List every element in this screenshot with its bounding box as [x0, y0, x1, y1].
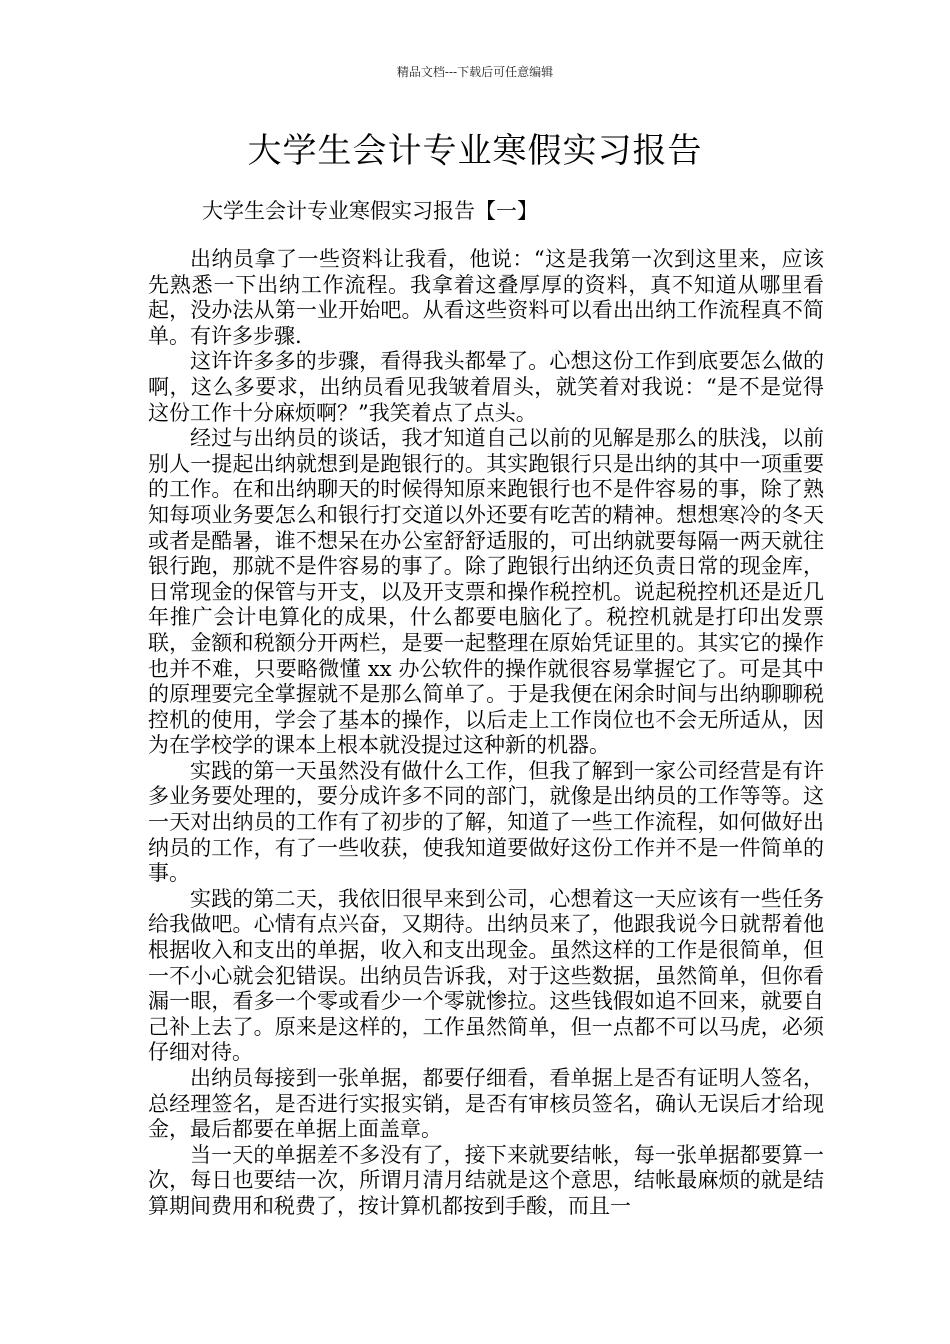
- page-title: 大学生会计专业寒假实习报告: [247, 131, 703, 171]
- paragraph: 实践的第二天，我依旧很早来到公司，心想着这一天应该有一些任务给我做吧。心情有点兴奋，又期待。出纳员来了，他跟我说今日就帮着他根据收入和支出的单据，收入和支出现金。虽然这样的工作是很简单，但一不小心就会犯错误。出纳员告诉我，对于这些数据，虽然简单，但你看漏一眼，看多一个零或看少一个零就惨拉。这些钱假如追不回来，就要自己补上去了。原来是这样的，工作虽然简单，但一点都不可以马虎，必须仔细对待。: [148, 886, 824, 1065]
- paragraph: 这许许多多的步骤，看得我头都晕了。心想这份工作到底要怎么做的啊，这么多要求，出纳员看见我皱着眉头，就笑着对我说：“是不是觉得这份工作十分麻烦啊？”我笑着点了点头。: [148, 349, 824, 425]
- paragraph: 出纳员拿了一些资料让我看，他说：“这是我第一次到这里来，应该先熟悉一下出纳工作流程。我拿着这叠厚厚的资料，真不知道从哪里看起，没办法从第一业开始吧。从看这些资料可以看出出纳工作流程真不简单。有许多步骤.: [148, 247, 824, 348]
- header-note: 精品文档---下载后可任意编辑: [396, 65, 554, 79]
- paragraph: 出纳员每接到一张单据，都要仔细看，看单据上是否有证明人签名，总经理签名，是否进行实报实销，是否有审核员签名，确认无误后才给现金，最后都要在单据上面盖章。: [148, 1066, 824, 1142]
- section-title: 大学生会计专业寒假实习报告【一】: [202, 199, 538, 223]
- body-text: [148, 247, 824, 1220]
- paragraph: 实践的第一天虽然没有做什么工作，但我了解到一家公司经营是有许多业务要处理的，要分成许多不同的部门，就像是出纳员的工作等等。这一天对出纳员的工作有了初步的了解，知道了一些工作流程，如何做好出纳员的工作，有了一些收获，使我知道要做好这份工作并不是一件简单的事。: [148, 758, 824, 886]
- paragraph: 经过与出纳员的谈话，我才知道自己以前的见解是那么的肤浅，以前别人一提起出纳就想到是跑银行的。其实跑银行只是出纳的其中一项重要的工作。在和出纳聊天的时候得知原来跑银行也不是件容易的事，除了熟知每项业务要怎么和银行打交道以外还要有吃苦的精神。想想寒冷的冬天或者是酷暑，谁不想呆在办公室舒舒适服的，可出纳就要每隔一两天就往银行跑，那就不是件容易的事了。除了跑银行出纳还负责日常的现金库，日常现金的保管与开支，以及开支票和操作税控机。说起税控机还是近几年推广会计电算化的成果，什么都要电脑化了。税控机就是打印出发票联，金额和税额分开两栏，是要一起整理在原始凭证里的。其实它的操作也并不难，只要略微懂 xx 办公软件的操作就很容易掌握它了。可是其中的原理要完全掌握就不是那么简单了。于是我便在闲余时间与出纳聊聊税控机的使用，学会了基本的操作，以后走上工作岗位也不会无所适从，因为在学校学的课本上根本就没提过这种新的机器。: [148, 426, 824, 758]
- paragraph: 当一天的单据差不多没有了，接下来就要结帐，每一张单据都要算一次，每日也要结一次，所谓月清月结就是这个意思，结帐最麻烦的就是结算期间费用和税费了，按计算机都按到手酸，而且一: [148, 1142, 824, 1218]
